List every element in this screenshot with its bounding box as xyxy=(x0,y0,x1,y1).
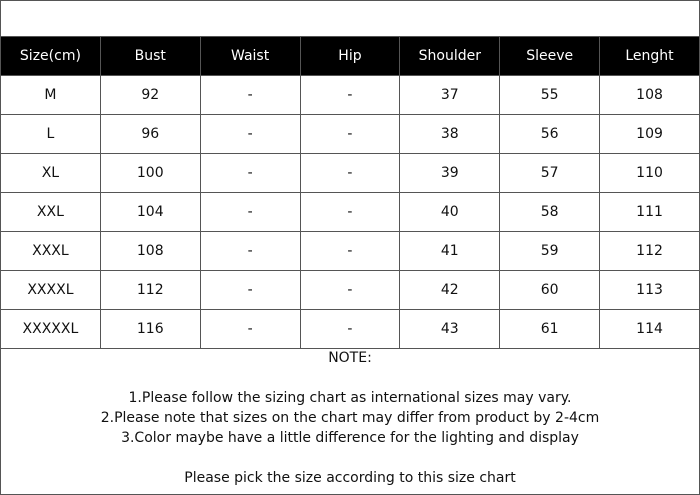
table-cell: - xyxy=(300,193,400,232)
table-row xyxy=(1,193,700,232)
table-cell: - xyxy=(200,154,300,193)
header-cell-length: Lenght xyxy=(600,37,700,76)
table-cell: XXXL xyxy=(1,232,101,271)
table-cell: - xyxy=(200,115,300,154)
table-cell: 38 xyxy=(400,115,500,154)
table-cell: - xyxy=(200,76,300,115)
header-cell-sleeve: Sleeve xyxy=(500,37,600,76)
table-cell: XXXXL xyxy=(1,271,101,310)
table-cell: 114 xyxy=(600,310,700,349)
table-cell: 108 xyxy=(600,76,700,115)
table-cell: 108 xyxy=(100,232,200,271)
notes-footer: Please pick the size according to this size chart xyxy=(184,470,516,486)
table-cell: - xyxy=(300,154,400,193)
table-row xyxy=(1,310,700,349)
table-cell: 100 xyxy=(100,154,200,193)
table-cell: 56 xyxy=(500,115,600,154)
header-cell-hip: Hip xyxy=(300,37,400,76)
note-item: 2.Please note that sizes on the chart may differ from product by 2-4cm xyxy=(100,410,600,426)
table-row xyxy=(1,154,700,193)
table-cell: 110 xyxy=(600,154,700,193)
note-item: 3.Color maybe have a little difference for the lighting and display xyxy=(121,430,579,446)
header-row xyxy=(1,37,700,76)
header-cell-shoulder: Shoulder xyxy=(400,37,500,76)
table-cell: 37 xyxy=(400,76,500,115)
notes-section xyxy=(0,348,700,488)
table-cell: M xyxy=(1,76,101,115)
note-item: 1.Please follow the sizing chart as international sizes may vary. xyxy=(128,390,572,406)
table-cell: 59 xyxy=(500,232,600,271)
table-row xyxy=(1,232,700,271)
table-cell: 40 xyxy=(400,193,500,232)
table-cell: 111 xyxy=(600,193,700,232)
table-cell: 112 xyxy=(600,232,700,271)
table-cell: 41 xyxy=(400,232,500,271)
table-cell: XL xyxy=(1,154,101,193)
table-cell: - xyxy=(300,271,400,310)
table-cell: 57 xyxy=(500,154,600,193)
table-cell: 96 xyxy=(100,115,200,154)
table-cell: - xyxy=(200,271,300,310)
table-cell: - xyxy=(300,310,400,349)
header-cell-size: Size(cm) xyxy=(1,37,101,76)
table-cell: - xyxy=(200,310,300,349)
table-cell: 58 xyxy=(500,193,600,232)
table-cell: 61 xyxy=(500,310,600,349)
notes-title: NOTE: xyxy=(328,350,372,366)
table-cell: 113 xyxy=(600,271,700,310)
table-row xyxy=(1,271,700,310)
table-cell: 109 xyxy=(600,115,700,154)
table-cell: 55 xyxy=(500,76,600,115)
table-cell: 104 xyxy=(100,193,200,232)
table-cell: 39 xyxy=(400,154,500,193)
header-cell-bust: Bust xyxy=(100,37,200,76)
table-row xyxy=(1,76,700,115)
table-cell: - xyxy=(300,115,400,154)
table-cell: XXXXXL xyxy=(1,310,101,349)
table-cell: XXL xyxy=(1,193,101,232)
table-cell: - xyxy=(300,76,400,115)
table-cell: 112 xyxy=(100,271,200,310)
table-cell: 42 xyxy=(400,271,500,310)
table-cell: L xyxy=(1,115,101,154)
table-cell: 92 xyxy=(100,76,200,115)
table-cell: - xyxy=(200,232,300,271)
table-cell: 43 xyxy=(400,310,500,349)
table-cell: 116 xyxy=(100,310,200,349)
table-row xyxy=(1,115,700,154)
table-cell: - xyxy=(200,193,300,232)
table-cell: 60 xyxy=(500,271,600,310)
table-cell: - xyxy=(300,232,400,271)
size-chart-table xyxy=(0,36,700,349)
header-cell-waist: Waist xyxy=(200,37,300,76)
